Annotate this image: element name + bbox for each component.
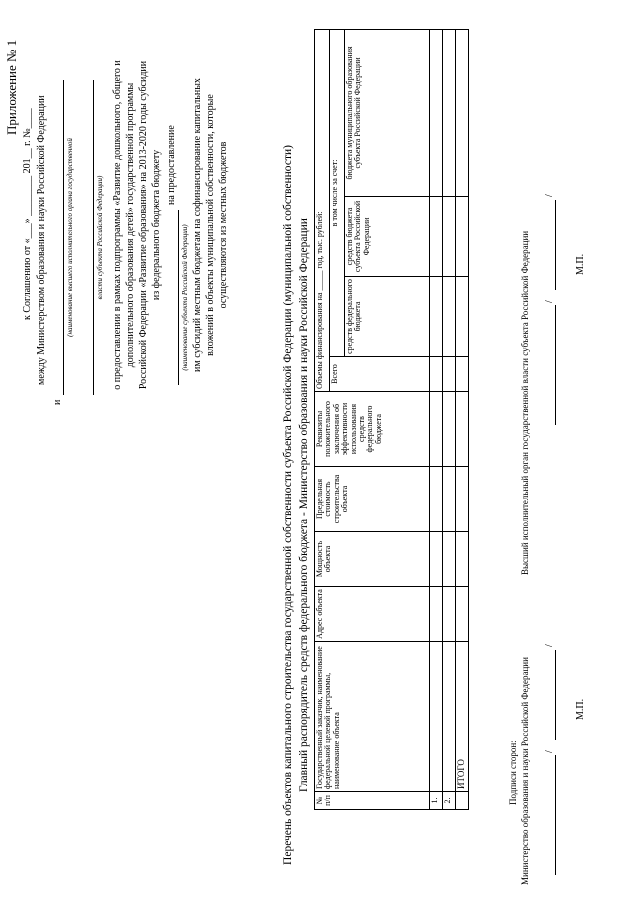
- objects-table: [314, 29, 469, 810]
- table-cell: [456, 467, 469, 532]
- right-party: Высший исполнительный орган государственной власти субъекта Российской Федерации: [520, 230, 530, 575]
- header-max-cost: Предельная стоимость строительства объекта: [315, 467, 430, 532]
- signatures-title: Подписи сторон:: [508, 740, 518, 805]
- header-requisites: Реквизиты положительного заключения об эффективности использования средств федерального бюджета: [315, 392, 430, 467]
- right-signature-line: [555, 305, 556, 425]
- subsidy-line-1: им субсидий местным бюджетам на софинансирование капитальных: [192, 78, 203, 372]
- for-provision: на предоставление: [166, 125, 177, 205]
- table-cell: [456, 392, 469, 467]
- subsidy-line-2: вложений в объекты муниципальной собственности, которые: [205, 94, 216, 356]
- table-cell: [443, 392, 456, 467]
- table-cell: [430, 587, 443, 642]
- table-row: [430, 29, 443, 809]
- table-cell: [443, 642, 456, 792]
- header-address: Адрес объекта: [315, 587, 430, 642]
- table-cell: [443, 467, 456, 532]
- table-cell: [430, 197, 443, 277]
- header-num: № п/п: [315, 792, 430, 810]
- right-slash-end: /: [544, 194, 555, 197]
- table-row: [443, 29, 456, 809]
- row-num: 2.: [443, 792, 456, 810]
- table-cell: [443, 197, 456, 277]
- caption-subject: (наименование субъекта Российской Федерации): [181, 224, 189, 371]
- table-cell: [443, 587, 456, 642]
- main-manager-title: Главный распорядитель средств федерального бюджета - Министерство образования и науки Российской Федерации: [298, 218, 310, 792]
- power-underline: [93, 80, 94, 395]
- right-stamp: М.П.: [575, 253, 586, 275]
- table-cell: [456, 29, 469, 196]
- subject-underline: [178, 210, 179, 385]
- table-cell: [456, 587, 469, 642]
- purpose-line-3: Российской Федерации «Развитие образования» на 2013-2020 годы субсидии: [138, 60, 149, 390]
- subsidy-line-3: осуществляются из местных бюджетов: [218, 141, 229, 309]
- caption-power: власти субъекта Российской Федерации): [96, 175, 104, 300]
- table-cell: [456, 792, 469, 810]
- table-cell: [430, 392, 443, 467]
- agreement-line: к Соглашению от «___» ________ 201__ г. №____: [22, 108, 33, 320]
- table-cell: [443, 29, 456, 196]
- and-prefix: и: [52, 399, 63, 405]
- table-cell: [456, 357, 469, 392]
- list-title: Перечень объектов капитального строительства государственной собственности субъекта Российской Федерации (муниципальной собственности): [282, 145, 294, 865]
- table-cell: [430, 532, 443, 587]
- appendix-number: Приложение № 1: [4, 39, 19, 135]
- row-num: 1.: [430, 792, 443, 810]
- purpose-line-4: из федерального бюджета бюджету: [151, 149, 162, 301]
- total-label: ИТОГО: [456, 642, 469, 792]
- header-including: в том числе за счет:: [330, 29, 345, 356]
- table-cell: [430, 277, 443, 357]
- between-line: между Министерством образования и науки Российской Федерации: [36, 95, 47, 385]
- table-cell: [443, 277, 456, 357]
- table-cell: [456, 197, 469, 277]
- header-customer: Государственный заказчик, наименование федеральной целевой программы, наименование объекта: [315, 642, 430, 792]
- header-federal: средств федерального бюджета: [345, 277, 430, 357]
- right-slash: /: [544, 300, 555, 303]
- header-funding: Объемы финансирования на _____ год, тыс. рублей:: [315, 29, 330, 391]
- purpose-line-2: дополнительного образования детей» государственной программы: [125, 82, 136, 368]
- table-cell: [430, 357, 443, 392]
- left-party: Министерство образования и науки Российской Федерации: [520, 657, 530, 885]
- table-cell: [430, 29, 443, 196]
- header-total: Всего: [330, 357, 430, 392]
- table-cell: [456, 277, 469, 357]
- table-cell: [430, 467, 443, 532]
- table-cell: [443, 532, 456, 587]
- left-slash-end: /: [544, 644, 555, 647]
- left-signature-line: [555, 755, 556, 875]
- table-cell: [430, 642, 443, 792]
- left-stamp: М.П.: [575, 698, 586, 720]
- purpose-line-1: о предоставлении в рамках подпрограммы «Развитие дошкольного, общего и: [112, 60, 123, 390]
- left-slash: /: [544, 750, 555, 753]
- header-capacity: Мощность объекта: [315, 532, 430, 587]
- table-cell: [456, 532, 469, 587]
- header-municipal: бюджета муниципального образования субъекта Российской Федерации: [345, 29, 430, 196]
- caption-exec-body: (наименование высшего исполнительного органа государственной: [66, 138, 74, 337]
- exec-body-underline: [63, 80, 64, 395]
- left-name-line: [555, 650, 556, 740]
- right-name-line: [555, 200, 556, 290]
- header-subject: средств бюджета субъекта Российской Федерации: [345, 197, 430, 277]
- table-cell: [443, 357, 456, 392]
- total-row: [456, 29, 469, 809]
